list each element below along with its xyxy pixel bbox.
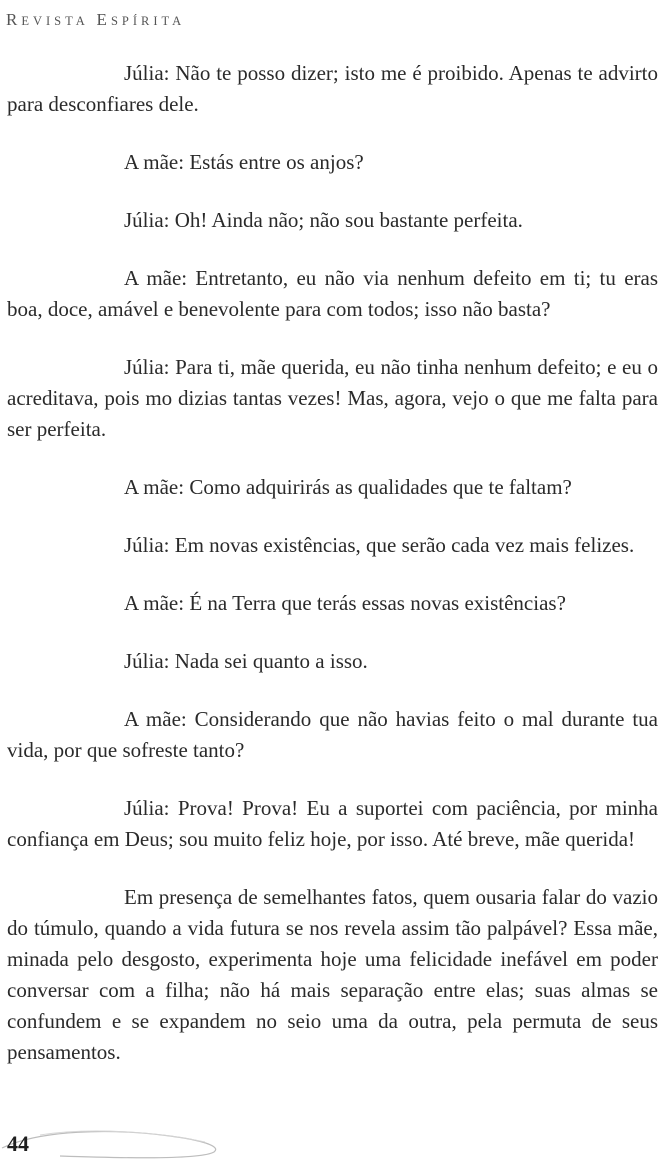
paragraph: Em presença de semelhantes fatos, quem ousaria falar do vazio do túmulo, quando a vida futura se nos revela assim tão palpável? Essa mãe, minada pelo desgosto, experimenta hoje uma felicidade inefável em poder conversar com a filha; não há mais separação entre elas; suas almas se confundem e se expandem no seio uma da outra, pela permuta de seus pensamentos.	[7, 885, 658, 1064]
paragraph: Júlia: Prova! Prova! Eu a suportei com paciência, por minha confiança em Deus; sou muito feliz hoje, por isso. Até breve, mãe querida!	[7, 796, 658, 851]
swoosh-ornament	[0, 1128, 230, 1161]
paragraph: Júlia: Para ti, mãe querida, eu não tinha nenhum defeito; e eu o acreditava, pois mo dizias tantas vezes! Mas, agora, vejo o que me falta para ser perfeita.	[7, 355, 658, 441]
body-text	[7, 58, 658, 1068]
running-head: REVISTA ESPÍRITA	[6, 10, 186, 29]
paragraph: Júlia: Em novas existências, que serão cada vez mais felizes.	[124, 533, 635, 557]
page-number: 44	[7, 1131, 29, 1156]
paragraph: Júlia: Não te posso dizer; isto me é proibido. Apenas te advirto para desconfiares dele.	[7, 61, 658, 116]
paragraph: Júlia: Oh! Ainda não; não sou bastante perfeita.	[124, 208, 523, 232]
paragraph: Júlia: Nada sei quanto a isso.	[124, 649, 368, 673]
paragraph: A mãe: Como adquirirás as qualidades que te faltam?	[124, 475, 572, 499]
paragraph: A mãe: É na Terra que terás essas novas existências?	[124, 591, 566, 615]
paragraph: A mãe: Estás entre os anjos?	[124, 150, 364, 174]
paragraph: A mãe: Considerando que não havias feito o mal durante tua vida, por que sofreste tanto?	[7, 707, 658, 762]
paragraph: A mãe: Entretanto, eu não via nenhum defeito em ti; tu eras boa, doce, amável e benevolente para com todos; isso não basta?	[7, 266, 658, 321]
